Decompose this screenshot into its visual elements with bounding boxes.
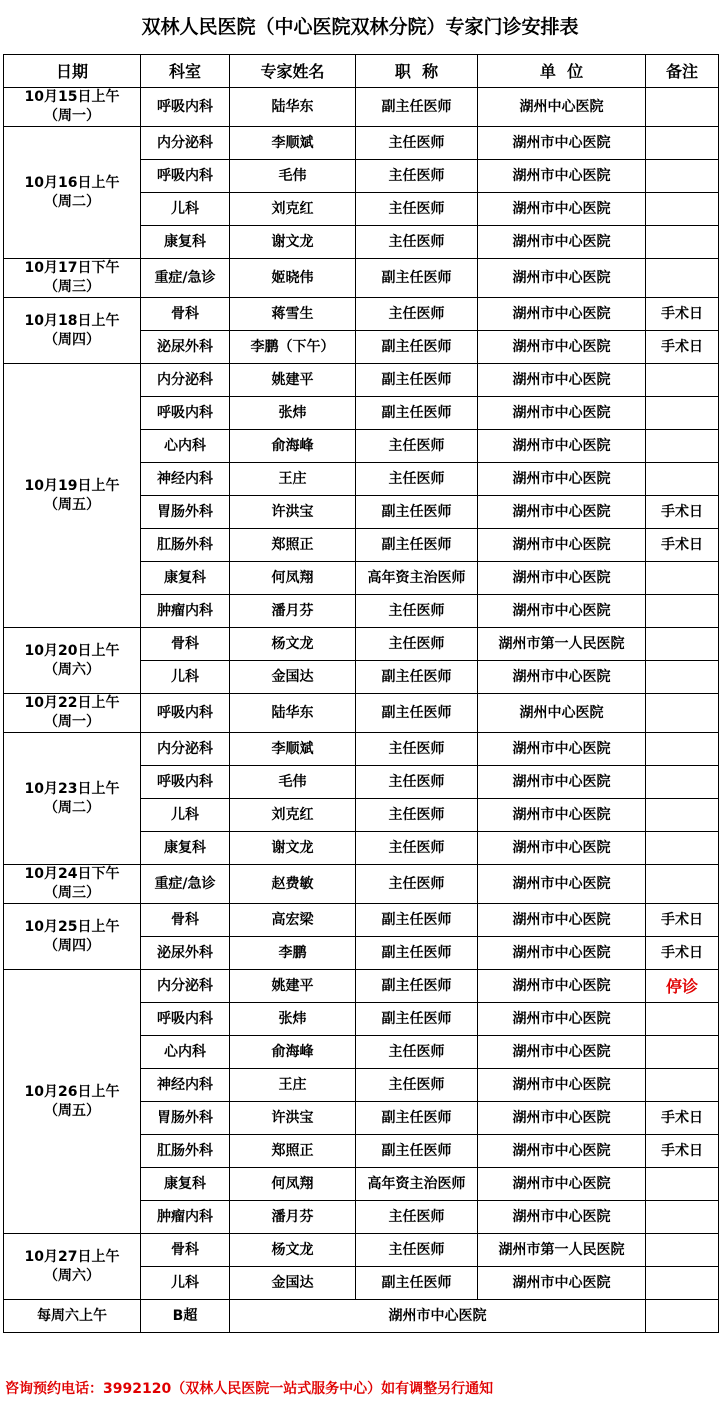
title-cell: 主任医师 <box>356 595 478 628</box>
expert-name-cell: 李顺斌 <box>230 127 356 160</box>
expert-name-cell: 何凤翔 <box>230 1168 356 1201</box>
note-cell <box>646 1300 719 1333</box>
table-row <box>4 1234 719 1267</box>
note-cell <box>646 226 719 259</box>
dept-cell: 重症/急诊 <box>141 259 230 298</box>
unit-cell: 湖州市中心医院 <box>478 661 646 694</box>
unit-cell: 湖州市中心医院 <box>478 1102 646 1135</box>
title-cell: 副主任医师 <box>356 1135 478 1168</box>
note-cell <box>646 1234 719 1267</box>
note-cell: 手术日 <box>646 298 719 331</box>
title-cell: 副主任医师 <box>356 331 478 364</box>
title-cell: 主任医师 <box>356 1069 478 1102</box>
date-label: 10月22日上午 <box>24 695 120 711</box>
dept-cell: 儿科 <box>141 661 230 694</box>
unit-cell: 湖州市中心医院 <box>478 529 646 562</box>
unit-cell: 湖州市中心医院 <box>478 397 646 430</box>
unit-cell: 湖州市中心医院 <box>478 937 646 970</box>
unit-cell: 湖州市中心医院 <box>478 160 646 193</box>
title-cell: 主任医师 <box>356 1234 478 1267</box>
title-cell: 副主任医师 <box>356 1267 478 1300</box>
dept-cell: 肿瘤内科 <box>141 595 230 628</box>
title-cell: 副主任医师 <box>356 364 478 397</box>
table-row <box>4 694 719 733</box>
unit-cell: 湖州市中心医院 <box>478 193 646 226</box>
note-cell <box>646 694 719 733</box>
title-cell: 副主任医师 <box>356 259 478 298</box>
date-label: 10月23日上午 <box>24 780 120 797</box>
expert-name-cell: 李鹏 <box>230 937 356 970</box>
unit-cell: 湖州市中心医院 <box>478 1267 646 1300</box>
dept-cell: 重症/急诊 <box>141 865 230 904</box>
title-cell: 主任医师 <box>356 865 478 904</box>
dept-cell: 骨科 <box>141 628 230 661</box>
dept-cell: 神经内科 <box>141 463 230 496</box>
date-label: 10月17日下午 <box>24 260 120 276</box>
title-cell: 副主任医师 <box>356 496 478 529</box>
note-cell <box>646 595 719 628</box>
dept-cell: 泌尿外科 <box>141 331 230 364</box>
note-cell <box>646 1168 719 1201</box>
title-cell: 高年资主治医师 <box>356 562 478 595</box>
note-cell: 手术日 <box>646 904 719 937</box>
title-cell: 主任医师 <box>356 226 478 259</box>
title-cell: 主任医师 <box>356 1036 478 1069</box>
expert-name-cell: 谢文龙 <box>230 832 356 865</box>
dept-cell: 胃肠外科 <box>141 1102 230 1135</box>
expert-name-cell: 俞海峰 <box>230 430 356 463</box>
dept-cell: 内分泌科 <box>141 364 230 397</box>
title-cell: 副主任医师 <box>356 88 478 127</box>
header-date: 日期 <box>4 55 141 88</box>
title-cell: 副主任医师 <box>356 661 478 694</box>
note-cell <box>646 160 719 193</box>
date-cell <box>4 127 141 259</box>
title-cell: 主任医师 <box>356 628 478 661</box>
title-cell: 主任医师 <box>356 733 478 766</box>
dept-cell: 骨科 <box>141 298 230 331</box>
weekday-label: （周六） <box>44 1267 100 1284</box>
date-cell <box>4 259 141 298</box>
note-cell <box>646 865 719 904</box>
expert-name-cell: 毛伟 <box>230 160 356 193</box>
unit-cell: 湖州市中心医院 <box>478 832 646 865</box>
weekday-label: （周六） <box>44 661 100 678</box>
dept-cell: 呼吸内科 <box>141 1003 230 1036</box>
table-row <box>4 88 719 127</box>
expert-name-cell: 许洪宝 <box>230 1102 356 1135</box>
dept-cell: 内分泌科 <box>141 733 230 766</box>
title-cell: 副主任医师 <box>356 937 478 970</box>
dept-cell: 呼吸内科 <box>141 88 230 127</box>
dept-cell: 胃肠外科 <box>141 496 230 529</box>
weekday-label: （周二） <box>44 193 100 210</box>
date-label: 10月20日上午 <box>24 642 120 659</box>
expert-name-cell: 刘克红 <box>230 193 356 226</box>
date-label: 10月25日上午 <box>24 918 120 935</box>
note-cell <box>646 463 719 496</box>
date-cell <box>4 733 141 865</box>
expert-name-cell: 许洪宝 <box>230 496 356 529</box>
date-label: 10月26日上午 <box>24 1083 120 1100</box>
expert-name-cell: 杨文龙 <box>230 1234 356 1267</box>
note-cell: 手术日 <box>646 529 719 562</box>
weekday-label: （周四） <box>44 937 100 954</box>
expert-name-cell: 姬晓伟 <box>230 259 356 298</box>
note-cell: 手术日 <box>646 1102 719 1135</box>
dept-cell: 呼吸内科 <box>141 397 230 430</box>
weekday-label: （周三） <box>44 279 100 295</box>
date-cell <box>4 865 141 904</box>
title-cell: 主任医师 <box>356 1201 478 1234</box>
unit-cell: 湖州市中心医院 <box>478 1036 646 1069</box>
expert-name-cell: 王庄 <box>230 1069 356 1102</box>
title-cell: 高年资主治医师 <box>356 1168 478 1201</box>
date-cell <box>4 628 141 694</box>
dept-cell: 呼吸内科 <box>141 766 230 799</box>
note-cell: 手术日 <box>646 496 719 529</box>
table-row <box>4 628 719 661</box>
note-cell <box>646 88 719 127</box>
unit-cell: 湖州市中心医院 <box>478 799 646 832</box>
expert-name-cell: 郑照正 <box>230 1135 356 1168</box>
expert-name-cell: 毛伟 <box>230 766 356 799</box>
header-note: 备注 <box>646 55 719 88</box>
expert-name-cell: 高宏梁 <box>230 904 356 937</box>
title-cell: 副主任医师 <box>356 397 478 430</box>
title-cell: 主任医师 <box>356 799 478 832</box>
weekday-label: （周一） <box>44 714 100 730</box>
dept-cell: 肛肠外科 <box>141 529 230 562</box>
unit-cell: 湖州中心医院 <box>478 88 646 127</box>
note-cell <box>646 430 719 463</box>
weekday-label: （周一） <box>44 108 100 124</box>
date-label: 10月24日下午 <box>24 866 120 882</box>
dept-cell: 心内科 <box>141 430 230 463</box>
table-row-saturday <box>4 1300 719 1333</box>
title-cell: 主任医师 <box>356 832 478 865</box>
table-row <box>4 904 719 937</box>
unit-cell: 湖州市中心医院 <box>478 430 646 463</box>
note-cell <box>646 628 719 661</box>
title-cell: 主任医师 <box>356 160 478 193</box>
weekday-label: （周二） <box>44 799 100 816</box>
note-cell <box>646 397 719 430</box>
title-cell: 主任医师 <box>356 430 478 463</box>
unit-cell: 湖州市中心医院 <box>478 595 646 628</box>
unit-cell: 湖州市中心医院 <box>478 1003 646 1036</box>
note-cell <box>646 562 719 595</box>
note-cell <box>646 799 719 832</box>
dept-cell: 康复科 <box>141 562 230 595</box>
schedule-body <box>4 88 719 1333</box>
expert-name-cell: 潘月芬 <box>230 1201 356 1234</box>
dept-cell: 呼吸内科 <box>141 694 230 733</box>
header-dept: 科室 <box>141 55 230 88</box>
date-label: 10月27日上午 <box>24 1248 120 1265</box>
expert-name-cell: 陆华东 <box>230 88 356 127</box>
unit-cell: 湖州中心医院 <box>478 694 646 733</box>
dept-cell: 泌尿外科 <box>141 937 230 970</box>
expert-name-cell: 刘克红 <box>230 799 356 832</box>
expert-name-cell: 王庄 <box>230 463 356 496</box>
unit-cell: 湖州市第一人民医院 <box>478 1234 646 1267</box>
unit-cell: 湖州市中心医院 <box>478 904 646 937</box>
dept-cell: 呼吸内科 <box>141 160 230 193</box>
dept-cell: 内分泌科 <box>141 127 230 160</box>
expert-name-cell: 潘月芬 <box>230 595 356 628</box>
date-cell <box>4 298 141 364</box>
unit-cell: 湖州市中心医院 <box>478 1069 646 1102</box>
unit-cell: 湖州市中心医院 <box>230 1300 646 1333</box>
date-cell <box>4 364 141 628</box>
expert-name-cell: 张炜 <box>230 1003 356 1036</box>
dept-cell: B超 <box>141 1300 230 1333</box>
date-cell <box>4 694 141 733</box>
suspended-note-cell: 停诊 <box>646 970 719 1003</box>
dept-cell: 儿科 <box>141 193 230 226</box>
date-label: 10月16日上午 <box>24 174 120 191</box>
unit-cell: 湖州市中心医院 <box>478 1135 646 1168</box>
weekday-label: （周三） <box>44 885 100 901</box>
note-cell <box>646 1069 719 1102</box>
title-cell: 主任医师 <box>356 298 478 331</box>
date-cell <box>4 970 141 1234</box>
dept-cell: 骨科 <box>141 904 230 937</box>
note-cell <box>646 733 719 766</box>
note-cell: 手术日 <box>646 331 719 364</box>
dept-cell: 肿瘤内科 <box>141 1201 230 1234</box>
unit-cell: 湖州市中心医院 <box>478 766 646 799</box>
dept-cell: 内分泌科 <box>141 970 230 1003</box>
expert-name-cell: 姚建平 <box>230 364 356 397</box>
expert-name-cell: 金国达 <box>230 1267 356 1300</box>
date-label: 10月19日上午 <box>24 477 120 494</box>
dept-cell: 康复科 <box>141 226 230 259</box>
expert-name-cell: 杨文龙 <box>230 628 356 661</box>
note-cell <box>646 1003 719 1036</box>
unit-cell: 湖州市中心医院 <box>478 1201 646 1234</box>
unit-cell: 湖州市中心医院 <box>478 733 646 766</box>
expert-name-cell: 姚建平 <box>230 970 356 1003</box>
dept-cell: 康复科 <box>141 832 230 865</box>
title-cell: 副主任医师 <box>356 694 478 733</box>
note-cell <box>646 766 719 799</box>
unit-cell: 湖州市中心医院 <box>478 1168 646 1201</box>
unit-cell: 湖州市中心医院 <box>478 364 646 397</box>
dept-cell: 儿科 <box>141 1267 230 1300</box>
date-cell <box>4 1234 141 1300</box>
expert-name-cell: 李鹏（下午） <box>230 331 356 364</box>
table-row <box>4 127 719 160</box>
schedule-table <box>3 54 719 1333</box>
header-expert-name: 专家姓名 <box>230 55 356 88</box>
note-cell <box>646 1267 719 1300</box>
note-cell <box>646 127 719 160</box>
table-row <box>4 733 719 766</box>
title-cell: 主任医师 <box>356 127 478 160</box>
title-cell: 副主任医师 <box>356 904 478 937</box>
unit-cell: 湖州市中心医院 <box>478 496 646 529</box>
title-cell: 主任医师 <box>356 463 478 496</box>
unit-cell: 湖州市中心医院 <box>478 562 646 595</box>
date-cell <box>4 88 141 127</box>
unit-cell: 湖州市中心医院 <box>478 865 646 904</box>
header-unit: 单 位 <box>478 55 646 88</box>
title-cell: 副主任医师 <box>356 970 478 1003</box>
expert-name-cell: 张炜 <box>230 397 356 430</box>
title-cell: 主任医师 <box>356 193 478 226</box>
header-title: 职 称 <box>356 55 478 88</box>
note-cell <box>646 1036 719 1069</box>
table-row <box>4 259 719 298</box>
title-cell: 副主任医师 <box>356 1102 478 1135</box>
note-cell: 手术日 <box>646 937 719 970</box>
date-cell: 每周六上午 <box>4 1300 141 1333</box>
weekday-label: （周五） <box>44 496 100 513</box>
dept-cell: 儿科 <box>141 799 230 832</box>
weekday-label: （周五） <box>44 1102 100 1119</box>
note-cell <box>646 364 719 397</box>
unit-cell: 湖州市中心医院 <box>478 127 646 160</box>
unit-cell: 湖州市中心医院 <box>478 970 646 1003</box>
unit-cell: 湖州市第一人民医院 <box>478 628 646 661</box>
date-label: 10月18日上午 <box>24 312 120 329</box>
note-cell: 手术日 <box>646 1135 719 1168</box>
expert-name-cell: 郑照正 <box>230 529 356 562</box>
dept-cell: 康复科 <box>141 1168 230 1201</box>
header-row <box>4 55 719 88</box>
date-cell <box>4 904 141 970</box>
title-cell: 副主任医师 <box>356 1003 478 1036</box>
unit-cell: 湖州市中心医院 <box>478 226 646 259</box>
expert-name-cell: 俞海峰 <box>230 1036 356 1069</box>
contact-footer: 咨询预约电话：3992120（双林人民医院一站式服务中心）如有调整另行通知 <box>5 1381 494 1397</box>
expert-name-cell: 何凤翔 <box>230 562 356 595</box>
note-cell <box>646 1201 719 1234</box>
note-cell <box>646 661 719 694</box>
expert-name-cell: 李顺斌 <box>230 733 356 766</box>
note-cell <box>646 259 719 298</box>
expert-name-cell: 金国达 <box>230 661 356 694</box>
note-cell <box>646 832 719 865</box>
table-row <box>4 970 719 1003</box>
dept-cell: 骨科 <box>141 1234 230 1267</box>
dept-cell: 肛肠外科 <box>141 1135 230 1168</box>
table-row <box>4 364 719 397</box>
note-cell <box>646 193 719 226</box>
expert-name-cell: 赵费敏 <box>230 865 356 904</box>
expert-name-cell: 陆华东 <box>230 694 356 733</box>
weekday-label: （周四） <box>44 331 100 348</box>
title-cell: 主任医师 <box>356 766 478 799</box>
unit-cell: 湖州市中心医院 <box>478 298 646 331</box>
dept-cell: 神经内科 <box>141 1069 230 1102</box>
expert-name-cell: 蒋雪生 <box>230 298 356 331</box>
expert-name-cell: 谢文龙 <box>230 226 356 259</box>
unit-cell: 湖州市中心医院 <box>478 463 646 496</box>
dept-cell: 心内科 <box>141 1036 230 1069</box>
date-label: 10月15日上午 <box>24 89 120 105</box>
unit-cell: 湖州市中心医院 <box>478 331 646 364</box>
table-row <box>4 865 719 904</box>
table-row <box>4 298 719 331</box>
unit-cell: 湖州市中心医院 <box>478 259 646 298</box>
title-cell: 副主任医师 <box>356 529 478 562</box>
page-title: 双林人民医院（中心医院双林分院）专家门诊安排表 <box>141 16 579 38</box>
